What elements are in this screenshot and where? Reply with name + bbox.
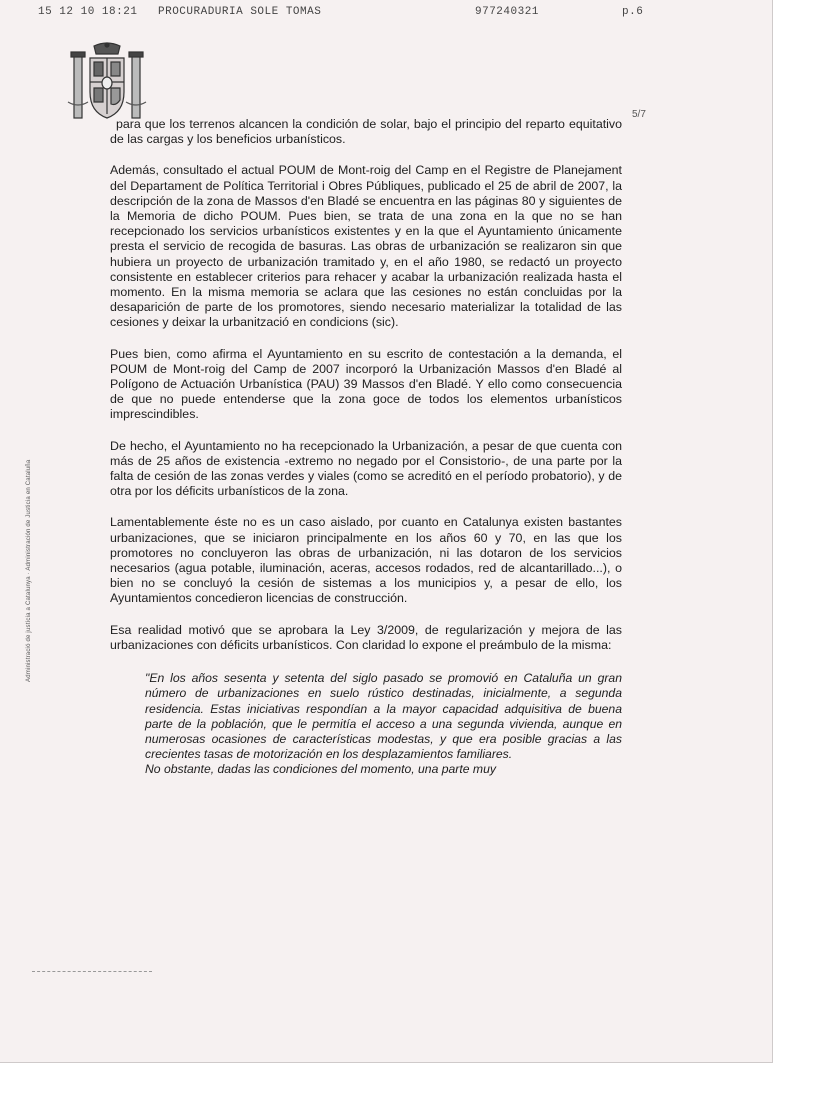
paragraph-5: Lamentablemente éste no es un caso aislado, por cuanto en Catalunya existen bastantes urbanizaciones, que se iniciaron principalmente en los años 60 y 70, en las que los promotores no concluyeron las obras de urbanización, ni las dotaron de los servicios necesarios (agua potable, iluminación, aceras, accesos rodados, red de alcantarillado...), o bien no se concluyó la cesión de sistemas a los municipios y, a pesar de ello, los Ayuntamientos concedieron licencias de construcción. (110, 515, 622, 606)
quote-paragraph-1: "En los años sesenta y setenta del siglo pasado se promovió en Cataluña un gran número de urbanizaciones en suelo rústico destinadas, inicialmente, a segunda residencia. Estas iniciativas respondían a la mayor capacidad adquisitiva de buena parte de la población, que le permitía el acceso a una segunda vivienda, aunque en numerosas ocasiones de características modestas, y que era posible gracias a las crecientes tasas de motorización en los desplazamientos familiares. (145, 671, 622, 762)
paragraph-3: Pues bien, como afirma el Ayuntamiento en su escrito de contestación a la demanda, el POUM de Mont-roig del Camp de 2007 incorporó la Urbanización Massos d'en Bladé al Polígono de Actuación Urbanística (PAU) 39 Massos d'en Bladé. Y ello como consecuencia de que no puede entenderse que la zona goce de todos los elementos urbanísticos imprescindibles. (110, 346, 622, 422)
fax-header (0, 6, 772, 20)
fax-number: 977240321 (475, 6, 539, 18)
paragraph-4: De hecho, el Ayuntamiento no ha recepcionado la Urbanización, a pesar de que cuenta con más de 25 años de existencia -extremo no negado por el Consistorio-, de una parte por la falta de cesión de las zonas verdes y viales (como se acreditó en el período probatorio), y de otra por los déficits urbanísticos de la zona. (110, 438, 622, 499)
document-body (110, 117, 622, 778)
paragraph-2: Además, consultado el actual POUM de Mont-roig del Camp en el Registre de Planejament del Departament de Política Territorial i Obres Públiques, publicado el 25 de abril de 2007, la descripción de la zona de Massos d'en Bladé se encuentra en las páginas 80 y siguientes de la Memoria de dicho POUM. Pues bien, se trata de una zona en la que no se han recepcionado los servicios urbanísticos existentes y en la que el Ayuntamiento únicamente presta el servicio de recogida de basuras. Las obras de urbanización se realizaron sin que hubiera un proyecto de urbanización tramitado y, en el año 1980, se redactó un proyecto consistente en establecer criterios para rehacer y acabar la urbanización realizada hasta el momento. En la misma memoria se aclara que las cesiones no están concluidas por la desaparición de parte de los promotores, siendo necesario materializar la totalidad de las cesiones y deixar la urbanització en condicions (sic). (110, 163, 622, 330)
paragraph-6: Esa realidad motivó que se aprobara la Ley 3/2009, de regularización y mejora de las urbanizaciones con déficits urbanísticos. Con claridad lo expone el preámbulo de la misma: (110, 622, 622, 652)
fax-timestamp: 15 12 10 18:21 (38, 6, 138, 18)
fax-sender: PROCURADURIA SOLE TOMAS (158, 6, 322, 18)
vertical-margin-note: Administració de justícia a Catalunya · Administración de Justicia en Cataluña (26, 459, 32, 682)
paragraph-1: para que los terrenos alcancen la condición de solar, bajo el principio del reparto equitativo de las cargas y los beneficios urbanísticos. (110, 117, 622, 147)
quote-paragraph-2: No obstante, dadas las condiciones del momento, una parte muy (145, 762, 496, 777)
coat-of-arms-icon (66, 42, 148, 128)
footer-dashes (32, 971, 152, 974)
preamble-quote (145, 671, 622, 777)
side-page-number: 5/7 (632, 109, 646, 120)
fax-page-number: p.6 (622, 6, 644, 18)
